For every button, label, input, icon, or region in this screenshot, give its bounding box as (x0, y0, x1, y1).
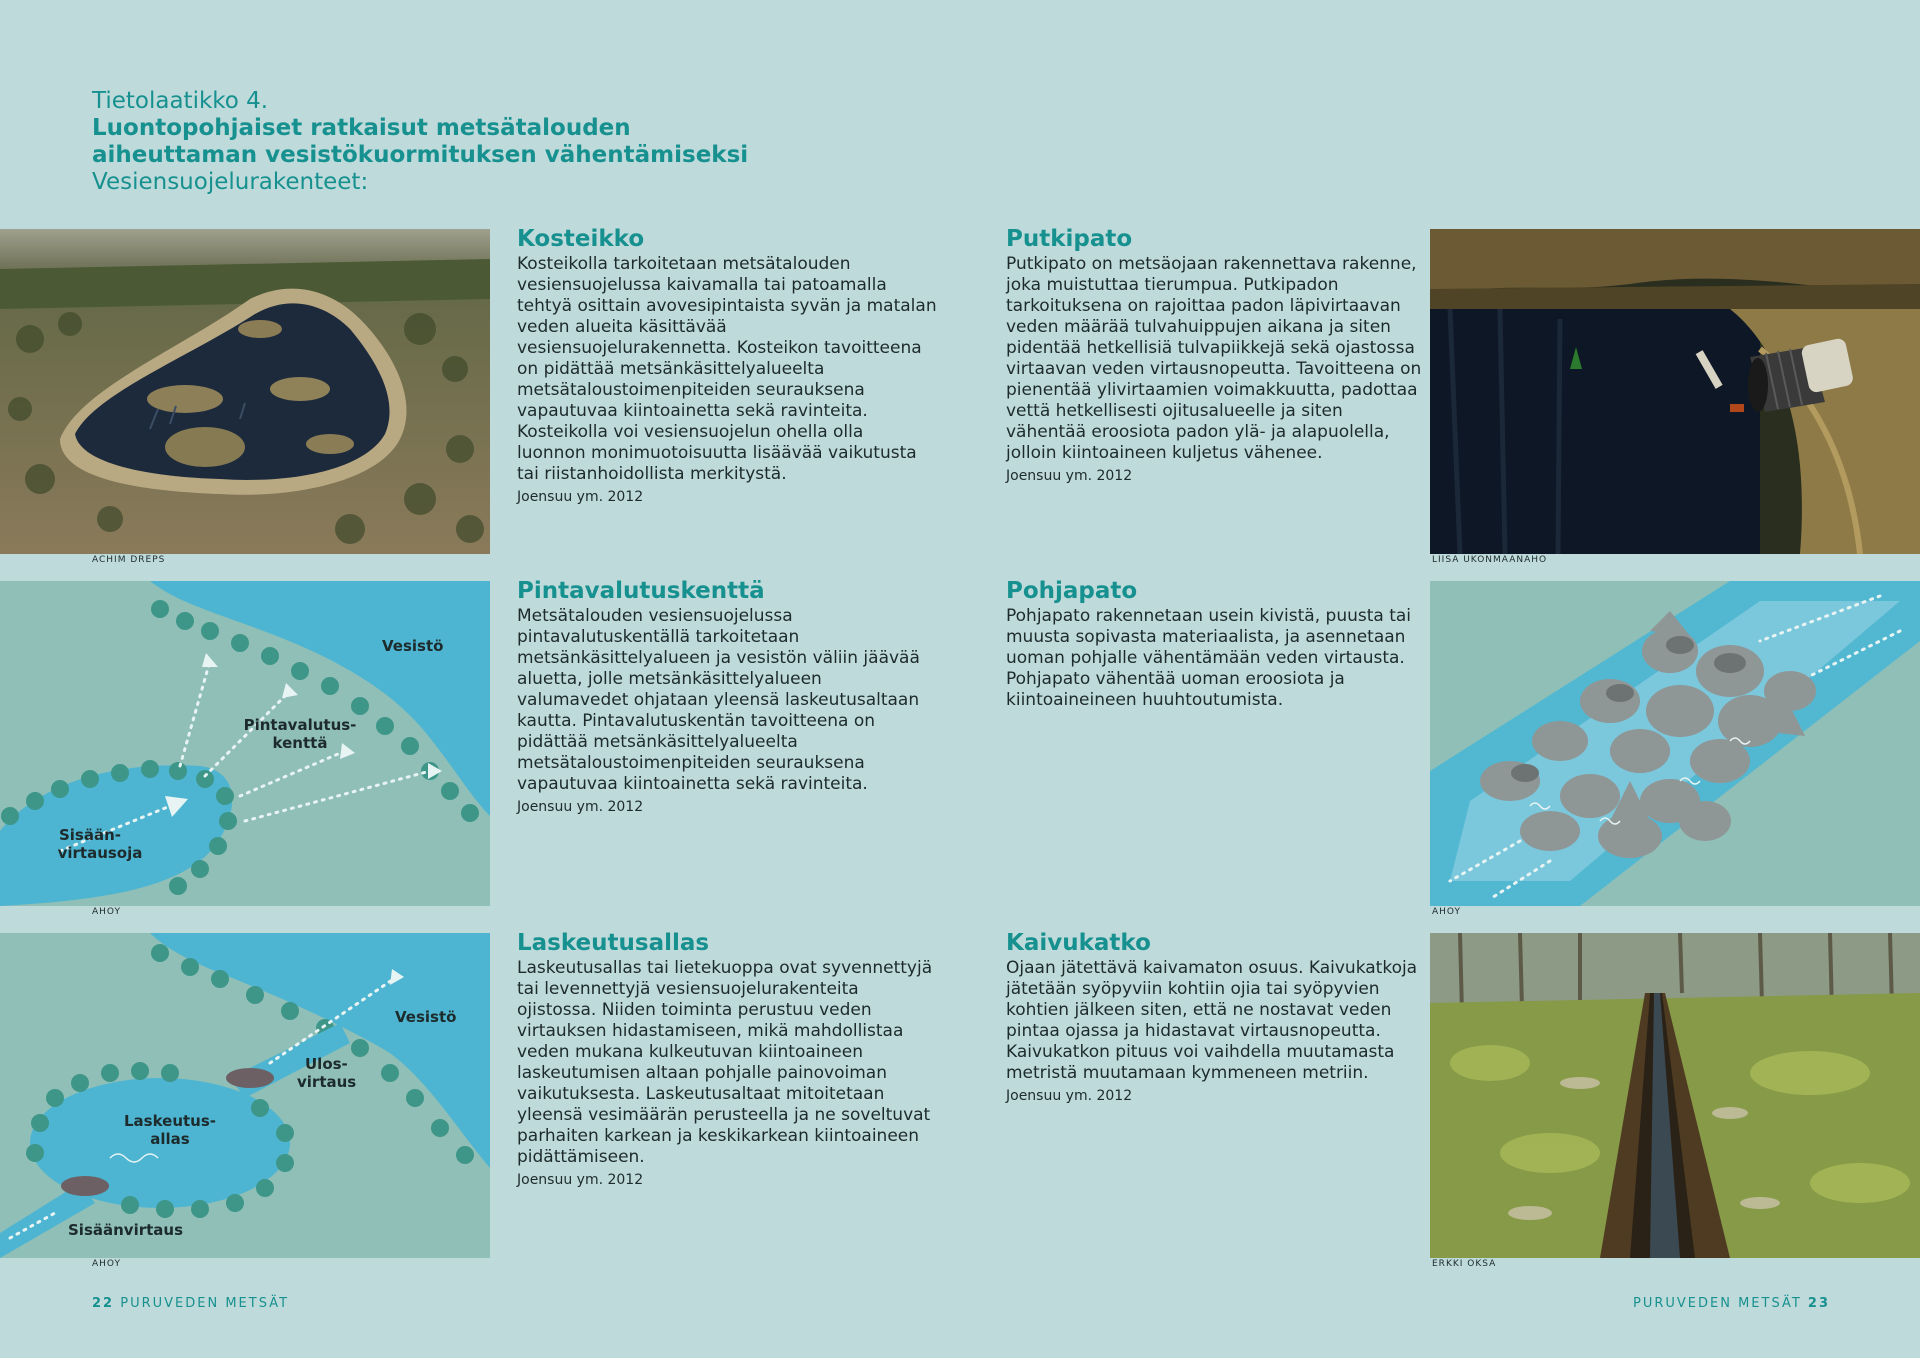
putkipato-photo (1430, 229, 1920, 554)
pohjapato-credit: AHOY (1432, 907, 1462, 917)
infobox-title-line2: aiheuttaman vesistökuormituksen vähentämiseksi (92, 142, 749, 168)
footer-title-right: PURUVEDEN METSÄT (1632, 1296, 1802, 1311)
putkipato-section (1006, 226, 1426, 486)
kosteikko-body: Kosteikolla tarkoitetaan metsätalouden vesiensuojelussa kaivamalla tai patoamalla tehtyä osittain avovesipintaista syvän ja matalan veden alueita käsittävää vesiensuojelurakennetta. Kosteikon tavoitteena on pidättää metsänkäsittelyalueelta metsätaloustoimenpiteiden seurauksena vapautuvaa kiintoainetta sekä ravinteita. Kosteikolla voi vesiensuojelun ohella olla luonnon monimuotoisuutta lisäävää vaikutusta tai riistanhoidollista merkitystä. (517, 254, 937, 484)
kaivukatko-photo-credit: ERKKI OKSA (1432, 1259, 1497, 1269)
pintavalutus-label-pv1: Pintavalutus- (243, 716, 357, 734)
laskeutus-label-la1: Laskeutus- (123, 1112, 217, 1130)
laskeutusallas-body: Laskeutusallas tai lietekuoppa ovat syvennettyjä tai levennettyjä vesiensuojelurakenteita ojistossa. Niiden toiminta perustuu veden virtauksen hidastamiseen, mikä mahdollistaa veden mukana kulkeutuvan kiintoaineen laskeutumisen altaan pohjalle painovoiman vaikutuksesta. Laskeutusaltaat mitoitetaan yleensä vesimäärän perusteella ja ne soveltuvat parhaiten karkean ja keskikarkean kiintoaineen pidättämiseen. (517, 958, 933, 1167)
pohjapato-section (1006, 578, 1426, 711)
pintavalutuskentta-body: Metsätalouden vesiensuojelussa pintavalutuskentällä tarkoitetaan metsänkäsittelyalueen ja vesistön väliin jäävää aluetta, jolle metsänkäsittelyalueen valumavedet ohjataan yleensä laskeutusaltaan kautta. Pintavalutuskentän tavoitteena on pidättää metsänkäsittelyalueelta metsätaloustoimenpiteiden seurauksena vapautuvaa kiintoainetta sekä ravinteita. (517, 606, 920, 794)
kosteikko-heading: Kosteikko (517, 226, 645, 252)
pintavalutuskentta-credit: AHOY (92, 907, 122, 917)
laskeutusallas-source: Joensuu ym. 2012 (517, 1172, 644, 1188)
kaivukatko-section (1006, 930, 1426, 1106)
pintavalutus-label-pv2: kenttä (272, 734, 328, 752)
kosteikko-section (517, 226, 937, 507)
kaivukatko-body: Ojaan jätettävä kaivamaton osuus. Kaivukatkoja jätetään syöpyviin kohtiin ojia tai syöpyvien kohtien jälkeen siten, että ne nostavat veden pintaa ojassa ja hidastavat virtausnopeutta. Kaivukatkon pituus voi vaihdella muutamasta metristä muutamaan kymmeneen metriin. (1006, 958, 1418, 1083)
pohjapato-body: Pohjapato rakennetaan usein kivistä, puusta tai muusta sopivasta materiaalista, ja asennetaan uoman pohjalle vähentämään veden virtausta. Pohjapato vähentää uoman eroosiota ja kiintoaineineen huuhtoutumista. (1006, 606, 1412, 710)
infobox-subtitle: Vesiensuojelurakenteet: (92, 169, 369, 195)
pintavalutus-label-si1: Sisään- (58, 826, 122, 844)
footer-left (92, 1296, 289, 1311)
laskeutus-label-vesisto: Vesistö (395, 1008, 457, 1026)
kosteikko-photo (0, 229, 490, 554)
kaivukatko-source: Joensuu ym. 2012 (1006, 1088, 1133, 1104)
laskeutus-label-sisaan: Sisäänvirtaus (68, 1221, 184, 1239)
kosteikko-source: Joensuu ym. 2012 (517, 489, 644, 505)
page-number-right: 23 (1807, 1296, 1830, 1311)
page-number-left: 22 (92, 1296, 115, 1311)
footer-title-left: PURUVEDEN METSÄT (120, 1296, 290, 1311)
laskeutusallas-heading: Laskeutusallas (517, 930, 710, 956)
pintavalutus-label-vesisto: Vesistö (382, 637, 444, 655)
laskeutus-label-ul1: Ulos- (305, 1055, 348, 1073)
laskeutusallas-credit: AHOY (92, 1259, 122, 1269)
laskeutusallas-section (517, 930, 937, 1190)
putkipato-heading: Putkipato (1006, 226, 1133, 252)
kaivukatko-heading: Kaivukatko (1006, 930, 1151, 956)
pintavalutuskentta-diagram (0, 581, 490, 906)
laskeutus-label-la2: allas (150, 1130, 190, 1148)
pintavalutuskentta-source: Joensuu ym. 2012 (517, 799, 644, 815)
pintavalutuskentta-heading: Pintavalutuskenttä (517, 578, 765, 604)
infobox-header (92, 88, 992, 196)
pohjapato-diagram (1430, 581, 1920, 906)
pohjapato-heading: Pohjapato (1006, 578, 1138, 604)
kosteikko-photo-credit: ACHIM DREPS (92, 555, 166, 565)
infobox-label: Tietolaatikko 4. (92, 88, 269, 114)
footer-right (1633, 1296, 1830, 1311)
pintavalutuskentta-section (517, 578, 937, 817)
infobox-title-line1: Luontopohjaiset ratkaisut metsätalouden (92, 115, 631, 141)
laskeutus-label-ul2: virtaus (297, 1073, 357, 1091)
putkipato-photo-credit: LIISA UKONMAANAHO (1432, 555, 1548, 565)
putkipato-source: Joensuu ym. 2012 (1006, 468, 1133, 484)
laskeutusallas-diagram (0, 933, 490, 1258)
kaivukatko-photo (1430, 933, 1920, 1258)
pintavalutus-label-si2: virtausoja (57, 844, 143, 862)
putkipato-body: Putkipato on metsäojaan rakennettava rakenne, joka muistuttaa tierumpua. Putkipadon tarkoituksena on rajoittaa padon läpivirtaavan veden määrää tulvahuippujen aikana ja siten pidentää hetkellisiä tulvapiikkejä sekä ojastossa virtaavan veden virtausnopeutta. Tavoitteena on pienentää ylivirtaamien voimakkuutta, padottaa vettä hetkellisesti ojitusalueelle ja siten vähentää eroosiota padon ylä- ja alapuolella, jolloin kiintoaineen kuljetus vähenee. (1006, 254, 1422, 463)
